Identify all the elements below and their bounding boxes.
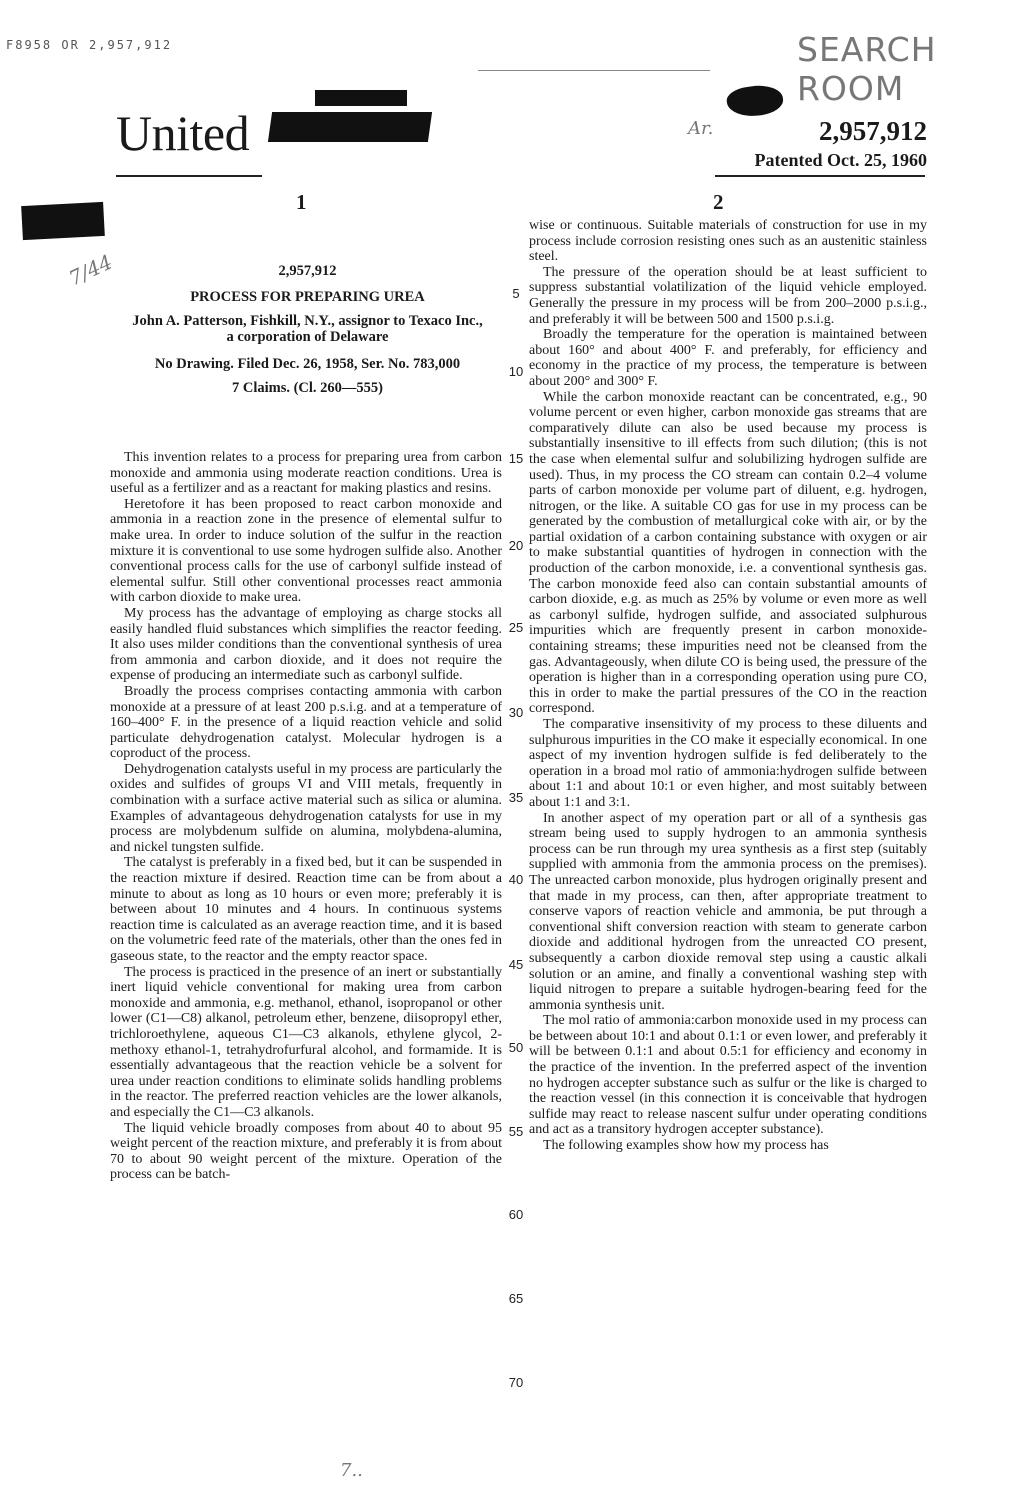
handwritten-mark-left: 7/44: [65, 249, 116, 291]
meta-filing: No Drawing. Filed Dec. 26, 1958, Ser. No. 783,000: [154, 356, 461, 372]
header-rule-left: [116, 175, 262, 177]
line-number: 45: [508, 957, 524, 972]
meta-inventor-line1: John A. Patterson, Fishkill, N.Y., assignor to Texaco Inc.,: [132, 313, 483, 329]
left-column: [110, 450, 502, 1183]
line-number: 50: [508, 1040, 524, 1055]
paragraph: Heretofore it has been proposed to react carbon monoxide and ammonia in a reaction zone in the presence of elemental sulfur to make urea. In order to induce solution of the sulfur in the reaction mixture it is conventional to use some hydrogen sulfide also. Another conventional process calls for the use of carbonyl sulfide instead of elemental sulfur. Still other conventional processes react ammonia with carbon dioxide to make urea.: [110, 496, 502, 606]
redaction-header-top: [315, 90, 407, 106]
redaction-header: [268, 112, 432, 142]
paragraph: Broadly the process comprises contacting ammonia with carbon monoxide at a pressure of at least 200 p.s.i.g. and at a temperature of 160–400° F. in the presence of a liquid reaction vehicle and solid particulate dehydrogenation catalyst. Molecular hydrogen is a coproduct of the process.: [110, 683, 502, 762]
stamp-rule: [478, 70, 710, 71]
line-number: 35: [508, 790, 524, 805]
column-number-2: 2: [713, 190, 724, 214]
line-number: 70: [508, 1375, 524, 1390]
meta-title: PROCESS FOR PREPARING UREA: [190, 289, 425, 305]
line-number: 25: [508, 620, 524, 635]
paragraph: The pressure of the operation should be at least sufficient to suppress substantial volatilization of the liquid vehicle employed. Generally the pressure in my process will be from 200–2000 p.s.i.g., and preferably it will be between 500 and 1500 p.s.i.g.: [529, 264, 927, 327]
line-number: 20: [508, 538, 524, 553]
handwritten-mark-top: Ar.: [688, 118, 714, 139]
paragraph: The following examples show how my process has: [543, 1138, 829, 1154]
meta-inventor-line2: a corporation of Delaware: [226, 329, 389, 345]
header-patent-number: 2,957,912: [819, 116, 927, 146]
meta-claims: 7 Claims. (Cl. 260—555): [231, 380, 384, 396]
line-number: 10: [508, 364, 524, 379]
header-rule-right: [715, 175, 925, 177]
redaction-left-margin: [21, 202, 105, 240]
line-number: 40: [508, 872, 524, 887]
redaction-top-right: [725, 82, 785, 120]
column-number-1: 1: [296, 190, 307, 214]
right-column: [529, 218, 927, 1154]
meta-number: 2,957,912: [278, 263, 337, 279]
paragraph: This invention relates to a process for preparing urea from carbon monoxide and ammonia using moderate reaction conditions. Urea is useful as a fertilizer and as a reactant for making plastics and resins.: [110, 450, 502, 497]
paragraph: The mol ratio of ammonia:carbon monoxide used in my process can be between about 10:1 and about 0.1:1 or even lower, and preferably it will be between 0.1:1 and about 0.5:1 for efficiency and economy in the practice of the invention. In the preferred aspect of the invention no hydrogen accepter substance such as sulfur or the like is charged to the reaction vessel (in this connection it is conceivable that hydrogen sulfide may react to release nascent sulfur under operating conditions and act as a transitory hydrogen accepter substance).: [529, 1013, 927, 1138]
paragraph: The catalyst is preferably in a fixed bed, but it can be suspended in the reaction mixture if desired. Reaction time can be from about a minute to about as long as 10 hours or even more; preferably it is between about 10 minutes and 4 hours. In continuous systems reaction time is calculated as an average reaction time, and it is based on the volumetric feed rate of the materials, other than the ones fed in gaseous state, to the reactor and the empty reactor space.: [110, 855, 502, 964]
line-number: 30: [508, 705, 524, 720]
paragraph: In another aspect of my operation part or all of a synthesis gas stream being used to supply hydrogen to an ammonia synthesis process can be run through my urea synthesis as a first step (suitably supplied with ammonia from the ammonia process on the premises). The unreacted carbon monoxide, plus hydrogen originally present and that made in my process, can then, after appropriate treatment to conserve vapors of reaction vehicle and ammonia, be put through a conventional shift conversion reaction with steam to generate carbon dioxide and additional hydrogen from the unreacted CO present, subsequently a carbon dioxide removal step using a caustic alkali solution or an amine, and finally a conventional washing step with liquid nitrogen to prepare a suitable hydrogen-bearing feed for the ammonia synthesis unit.: [529, 810, 927, 1013]
header-patented-date: Patented Oct. 25, 1960: [754, 150, 927, 170]
paragraph: The process is practiced in the presence of an inert or substantially inert liquid vehicle conventional for making urea from carbon monoxide and ammonia, e.g. methanol, ethanol, isopropanol or other lower (C1—C8) alkanol, petroleum ether, benzene, diisopropyl ether, trichloroethylene, aqueous C1—C3 alkanols, ethylene glycol, 2-methoxy ethanol-1, tetrahydrofurfural alcohol, and formamide. It is essentially advantageous that the reaction vehicle be a solvent for urea under reaction conditions to eliminate solids handling problems in the reactor. The preferred reaction vehicles are the lower alkanols, and especially the C1—C3 alkanols.: [110, 964, 502, 1120]
paragraph: Dehydrogenation catalysts useful in my process are particularly the oxides and sulfides of groups VI and VIII metals, frequently in combination with a surface active material such as silica or alumina. Examples of advantageous dehydrogenation catalysts for use in my process are molybdenum sulfide on alumina, molybdena-alumina, and nickel tungsten sulfide.: [110, 761, 502, 855]
paragraph: The comparative insensitivity of my process to these diluents and sulphurous impurities in the CO make it especially economical. In one aspect of my invention hydrogen sulfide is fed deliberately to the operation in a broad mol ratio of ammonia:hydrogen sulfide between about 1:1 and about 10:1 or even higher, and most suitably between about 1:1 and 3:1.: [529, 717, 927, 810]
search-room-stamp: SEARCH ROOM: [797, 30, 937, 108]
paragraph: wise or continuous. Suitable materials of construction for use in my process include corrosion resisting ones such as an austenitic stainless steel.: [529, 218, 927, 265]
paragraph: While the carbon monoxide reactant can be concentrated, e.g., 90 volume percent or even higher, carbon monoxide gas streams that are comparatively dilute can also be used because my process is substantially insensitive to ill effects from such dilution; (this is not the case when elemental sulfur and solubilizing hydrogen sulfide are used). Thus, in my process the CO stream can contain 0.2–4 volume parts of carbon monoxide per volume part of diluent, e.g. hydrogen, nitrogen, or the like. A suitable CO gas for use in my process can be generated by the combustion of metallurgical coke with air, or by the partial oxidation of a carbon containing substance with oxygen or air to make substantial quantities of hydrogen in connection with the production of the carbon monoxide, i.e. a conventional synthesis gas. The carbon monoxide feed also can contain substantial amounts of carbon dioxide, e.g. as much as 25% by volume or even more as well as carbonyl sulfide, hydrogen sulfide, and associated sulphurous impurities which are frequently present in carbon monoxide-containing streams; these impurities need not be cleansed from the gas. Advantageously, when dilute CO is being used, the pressure of the operation is higher than in a corresponding operation using pure CO, this in order to make the partial pressures of the CO in the reaction correspond.: [529, 389, 927, 717]
archive-stamp: F8958 OR 2,957,912: [6, 38, 173, 52]
paragraph: Broadly the temperature for the operation is maintained between about 160° and about 400° F. and preferably, for efficiency and economy in the practice of my process, the temperature is between about 200° and 300° F.: [529, 327, 927, 389]
paragraph: My process has the advantage of employing as charge stocks all easily handled fluid substances which simplifies the reactor feeding. It also uses milder conditions than the conventional synthesis of urea from ammonia and carbon dioxide, and it does not require the expense of producing an intermediate such as carbonyl sulfide.: [110, 605, 502, 684]
line-number: 60: [508, 1207, 524, 1222]
header-united: United: [116, 105, 250, 161]
line-number: 65: [508, 1291, 524, 1306]
line-number: 15: [508, 451, 524, 466]
paragraph: The liquid vehicle broadly composes from about 40 to about 95 weight percent of the reaction mixture, and preferably it is from about 70 to about 90 weight percent of the mixture. Operation of the process can be batch-: [110, 1120, 502, 1183]
line-number: 55: [508, 1124, 524, 1139]
handwritten-mark-bottom: 7..: [340, 1460, 363, 1481]
line-number: 5: [512, 286, 520, 301]
